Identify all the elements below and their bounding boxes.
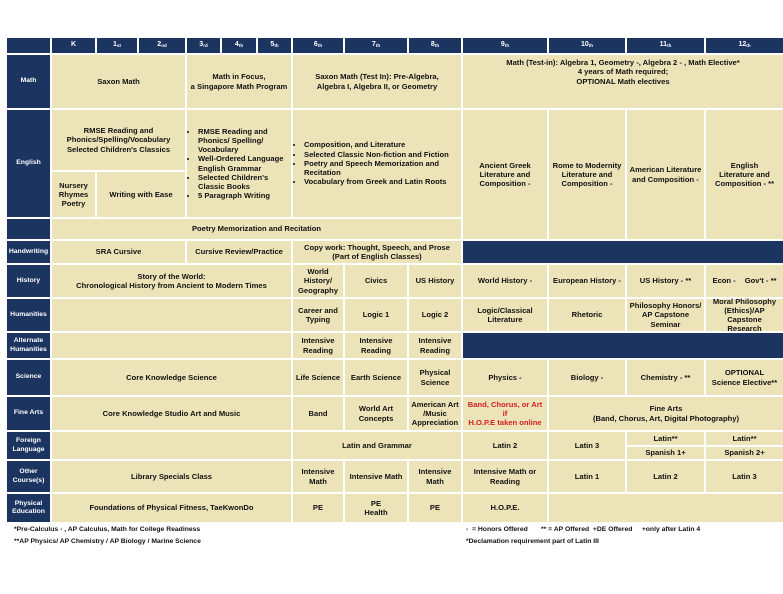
- other-grade-6: Intensive Math: [293, 461, 343, 492]
- science-grade-11: Chemistry - **: [627, 360, 704, 395]
- other-grade-8: Intensive Math: [409, 461, 461, 492]
- pe-grade-6: PE: [293, 494, 343, 522]
- arts-grade-6: Band: [293, 397, 343, 430]
- english-nursery: Nursery Rhymes Poetry: [52, 172, 95, 217]
- science-grade-8: Physical Science: [409, 360, 461, 395]
- math-high-school: Math (Test-in): Algebra 1, Geometry -, Algebra 2 - , Math Elective* 4 years of Math required; OPTIONAL Math electives: [463, 55, 783, 108]
- english-grades-3-5: [187, 110, 291, 217]
- header-grade-10: 10 th: [549, 38, 625, 53]
- other-grade-11: Latin 2: [627, 461, 704, 492]
- pe-foundations: Foundations of Physical Fitness, TaeKwonDo: [52, 494, 291, 522]
- header-grade-4: 4 th: [222, 38, 256, 53]
- curriculum-table: [7, 38, 778, 492]
- footnote-science: **AP Physics/ AP Chemistry / AP Biology / Marine Science: [14, 538, 201, 545]
- history-grade-6: World History/ Geography: [293, 265, 343, 297]
- header-grade-8: 8 th: [409, 38, 461, 53]
- row-label-math: Math: [7, 55, 50, 108]
- header-grade-3: 3 rd: [187, 38, 220, 53]
- alt-humanities-grade-8: Intensive Reading: [409, 333, 461, 358]
- row-label-other-courses: Other Course(s): [7, 461, 50, 492]
- row-label-humanities: Humanities: [7, 299, 50, 331]
- header-grade-6: 6 th: [293, 38, 343, 53]
- humanities-blank: [52, 299, 291, 331]
- science-grade-6: Life Science: [293, 360, 343, 395]
- header-corner: [7, 38, 50, 53]
- english-grades-6-8-item: • Selected Classic Non-fiction and Fiction: [304, 150, 459, 159]
- math-saxon-test-in: Saxon Math (Test In): Pre-Algebra, Algebra I, Algebra II, or Geometry: [293, 55, 461, 108]
- english-grades-3-5-item: • Selected Children's Classic Books: [198, 173, 289, 192]
- english-grades-6-8: [293, 110, 461, 217]
- language-grade-12: [706, 432, 783, 459]
- arts-grade-8: American Art /Music Appreciation: [409, 397, 461, 430]
- science-grade-7: Earth Science: [345, 360, 407, 395]
- science-grade-10: Biology -: [549, 360, 625, 395]
- language-grade-11-latin: Latin**: [627, 432, 704, 445]
- arts-grade-7: World Art Concepts: [345, 397, 407, 430]
- history-grade-11: US History - **: [627, 265, 704, 297]
- language-grade-12-spanish: Spanish 2+: [706, 447, 783, 460]
- english-poetry: Poetry Memorization and Recitation: [52, 219, 461, 239]
- english-grades-6-8-item: • Vocabulary from Greek and Latin Roots: [304, 177, 459, 186]
- language-grade-12-latin: Latin**: [706, 432, 783, 445]
- humanities-grade-7: Logic 1: [345, 299, 407, 331]
- arts-grades-10-12: Fine Arts (Band, Chorus, Art, Digital Photography): [549, 397, 783, 430]
- science-grade-9: Physics -: [463, 360, 547, 395]
- language-grade-11-spanish: Spanish 1+: [627, 447, 704, 460]
- english-grade-12: English Literature and Composition - **: [706, 110, 783, 239]
- science-grade-12: OPTIONAL Science Elective**: [706, 360, 783, 395]
- language-grade-9: Latin 2: [463, 432, 547, 459]
- english-grade-9: Ancient Greek Literature and Composition -: [463, 110, 547, 239]
- language-grade-10: Latin 3: [549, 432, 625, 459]
- footnote-declamation: *Declamation requirement part of Latin III: [466, 538, 599, 545]
- english-grades-3-5-item: • RMSE Reading and Phonics/ Spelling/ Vocabulary: [198, 127, 289, 155]
- math-saxon: Saxon Math: [52, 55, 185, 108]
- math-in-focus: Math in Focus, a Singapore Math Program: [187, 55, 291, 108]
- pe-grade-7: PE Health: [345, 494, 407, 522]
- other-grade-12: Latin 3: [706, 461, 783, 492]
- row-label-physical-education: Physical Education: [7, 494, 50, 522]
- arts-core: Core Knowledge Studio Art and Music: [52, 397, 291, 430]
- handwriting-copy: Copy work: Thought, Speech, and Prose (Part of English Classes): [293, 241, 461, 263]
- header-grade-1: 1 st: [97, 38, 137, 53]
- pe-grade-8: PE: [409, 494, 461, 522]
- science-core: Core Knowledge Science: [52, 360, 291, 395]
- english-grades-3-5-item: • 5 Paragraph Writing: [198, 191, 289, 200]
- alt-humanities-blank: [52, 333, 291, 358]
- other-grade-9: Intensive Math or Reading: [463, 461, 547, 492]
- handwriting-blank: [463, 241, 783, 263]
- history-grade-8: US History: [409, 265, 461, 297]
- humanities-grade-12: Moral Philosophy (Ethics)/AP Capstone Research: [706, 299, 783, 331]
- alt-humanities-grade-7: Intensive Reading: [345, 333, 407, 358]
- humanities-grade-10: Rhetoric: [549, 299, 625, 331]
- history-grade-12: [706, 265, 783, 297]
- footnote-math: *Pre-Calculus - , AP Calculus, Math for College Readiness: [14, 526, 201, 533]
- history-grade-9: World History -: [463, 265, 547, 297]
- alt-humanities-grade-6: Intensive Reading: [293, 333, 343, 358]
- alt-humanities-hs-blank: [463, 333, 783, 358]
- header-k: K: [52, 38, 95, 53]
- english-grades-6-8-item: • Composition, and Literature: [304, 140, 459, 149]
- header-grade-11: 11 th: [627, 38, 704, 53]
- arts-grade-9: Band, Chorus, or Art if H.O.P.E taken online: [463, 397, 547, 430]
- header-grade-7: 7 th: [345, 38, 407, 53]
- row-label-handwriting: Handwriting: [7, 241, 50, 263]
- english-grade-11: American Literature and Composition -: [627, 110, 704, 239]
- english-grade-10: Rome to Modernity Literature and Composition -: [549, 110, 625, 239]
- header-grade-12: 12 th: [706, 38, 783, 53]
- history-econ: Econ -: [712, 276, 736, 286]
- footnote-legend: - = Honors Offered ** = AP Offered +DE Offered +only after Latin 4: [466, 526, 701, 533]
- row-label-fine-arts: Fine Arts: [7, 397, 50, 430]
- header-grade-9: 9 th: [463, 38, 547, 53]
- language-blank: [52, 432, 291, 459]
- pe-hs-blank: [549, 494, 783, 522]
- humanities-grade-8: Logic 2: [409, 299, 461, 331]
- other-grade-7: Intensive Math: [345, 461, 407, 492]
- handwriting-review: Cursive Review/Practice: [187, 241, 291, 263]
- header-grade-2: 2 nd: [139, 38, 185, 53]
- row-label-science: Science: [7, 360, 50, 395]
- english-grades-6-8-item: • Poetry and Speech Memorization and Recitation: [304, 159, 459, 178]
- row-label-alt-humanities: Alternate Humanities: [7, 333, 50, 358]
- history-grade-7: Civics: [345, 265, 407, 297]
- english-writing-ease: Writing with Ease: [97, 172, 185, 217]
- humanities-grade-11: Philosophy Honors/ AP Capstone Seminar: [627, 299, 704, 331]
- history-story: Story of the World: Chronological History from Ancient to Modern Times: [52, 265, 291, 297]
- row-label-english-cont: [7, 219, 50, 239]
- handwriting-sra: SRA Cursive: [52, 241, 185, 263]
- pe-grade-9: H.O.P.E.: [463, 494, 547, 522]
- row-label-english: English: [7, 110, 50, 217]
- other-grade-10: Latin 1: [549, 461, 625, 492]
- header-grade-5: 5 th: [258, 38, 291, 53]
- humanities-grade-6: Career and Typing: [293, 299, 343, 331]
- history-grade-10: European History -: [549, 265, 625, 297]
- english-grades-3-5-item: • Well-Ordered Language English Grammar: [198, 154, 289, 173]
- humanities-grade-9: Logic/Classical Literature: [463, 299, 547, 331]
- other-library: Library Specials Class: [52, 461, 291, 492]
- english-rmse-k2: RMSE Reading and Phonics/Spelling/Vocabulary Selected Children's Classics: [52, 110, 185, 170]
- history-govt: Gov't - **: [744, 276, 777, 286]
- pe-row: [7, 494, 760, 522]
- row-label-history: History: [7, 265, 50, 297]
- row-label-foreign-language: Foreign Language: [7, 432, 50, 459]
- language-grade-11: [627, 432, 704, 459]
- language-grades-6-8: Latin and Grammar: [293, 432, 461, 459]
